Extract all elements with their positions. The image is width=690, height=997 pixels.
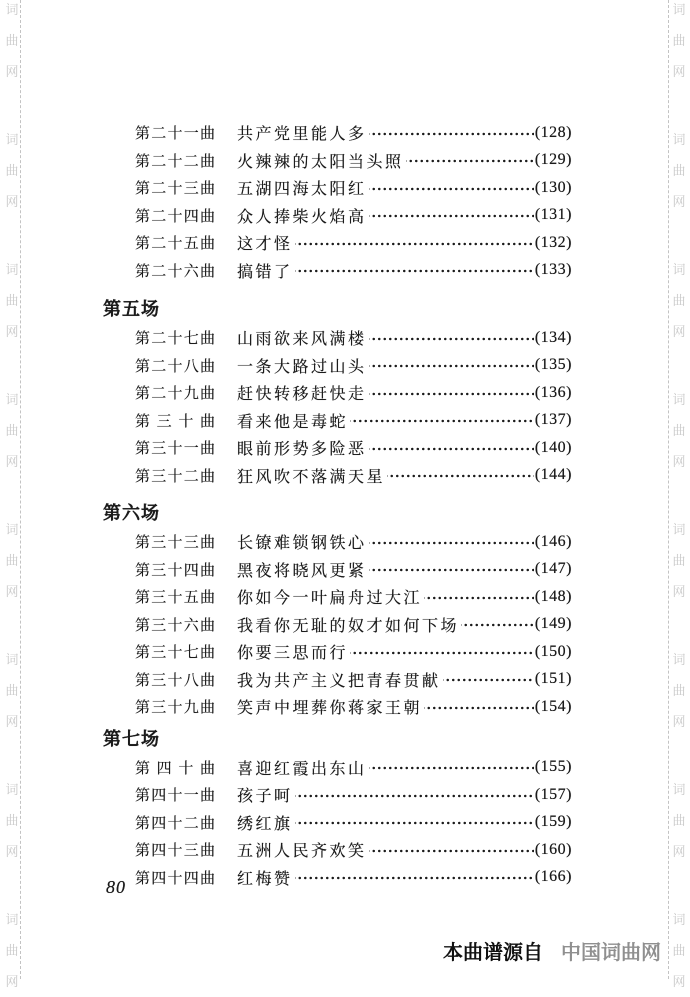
watermark-text: 词	[5, 2, 19, 17]
watermark-text: 网	[5, 64, 19, 79]
dot-leader	[369, 174, 534, 202]
toc-entry-title: 你如今一叶扁舟过大江	[237, 590, 423, 608]
toc-entry-page: (135)	[534, 356, 572, 374]
toc-entry-page: (157)	[534, 785, 572, 803]
toc-entry	[135, 666, 572, 694]
toc-entry-page: (151)	[534, 670, 572, 688]
toc-entry	[135, 119, 572, 147]
dot-leader	[295, 864, 534, 892]
toc-entry	[135, 754, 572, 782]
toc	[0, 119, 690, 891]
watermark-text: 网	[672, 974, 686, 989]
watermark-text: 曲	[5, 163, 19, 178]
toc-entry-title: 看来他是毒蛇	[237, 413, 349, 431]
toc-entry-page: (133)	[534, 261, 572, 279]
dot-leader	[369, 119, 534, 147]
toc-section-heading: 第五场	[103, 299, 160, 319]
toc-entry	[135, 174, 572, 202]
dot-leader	[406, 147, 534, 175]
dot-leader	[369, 556, 534, 584]
toc-entry-title: 山雨欲来风满楼	[237, 331, 367, 349]
toc-entry-label: 第 三 十 曲	[135, 413, 215, 430]
toc-entry-title: 众人捧柴火焰高	[237, 208, 367, 226]
toc-entry-label: 第三十二曲	[135, 468, 215, 485]
toc-entry-page: (148)	[534, 587, 572, 605]
toc-entry-label: 第三十一曲	[135, 441, 215, 458]
watermark-text: 曲	[672, 33, 686, 48]
toc-entry	[135, 836, 572, 864]
watermark-text: 词	[672, 2, 686, 17]
watermark-group	[3, 0, 21, 87]
toc-entry-title: 搞错了	[237, 263, 293, 281]
toc-entry	[135, 693, 572, 721]
toc-entry-page: (144)	[534, 466, 572, 484]
watermark-text: 词	[672, 912, 686, 927]
toc-entry-title: 长镣难锁钢铁心	[237, 535, 367, 553]
toc-entry-title: 笑声中埋葬你蒋家王朝	[237, 700, 423, 718]
toc-entry-title: 火辣辣的太阳当头照	[237, 153, 404, 171]
toc-entry-title: 五洲人民齐欢笑	[237, 843, 367, 861]
dot-leader	[424, 693, 534, 721]
toc-entry	[135, 407, 572, 435]
toc-entry-page: (146)	[534, 532, 572, 550]
toc-section	[0, 726, 690, 892]
dot-leader	[387, 462, 534, 490]
toc-entry	[135, 379, 572, 407]
watermark-text: 词	[5, 392, 19, 407]
toc-entry	[135, 229, 572, 257]
toc-section	[0, 119, 690, 284]
toc-entry	[135, 864, 572, 892]
watermark-text: 曲	[672, 813, 686, 828]
toc-entry-label: 第四十二曲	[135, 815, 215, 832]
watermark-text: 词	[672, 132, 686, 147]
watermark-group	[670, 0, 688, 87]
watermark-text: 网	[5, 454, 19, 469]
footer-source-line	[443, 936, 661, 965]
watermark-text: 网	[672, 584, 686, 599]
toc-entry-label: 第四十四曲	[135, 870, 215, 887]
watermark-text: 曲	[5, 813, 19, 828]
watermark-text: 曲	[5, 33, 19, 48]
toc-entry-title: 喜迎红霞出东山	[237, 760, 367, 778]
toc-entry-label: 第四十三曲	[135, 843, 215, 860]
watermark-text: 曲	[672, 163, 686, 178]
toc-entry	[135, 257, 572, 285]
toc-entry-title: 这才怪	[237, 236, 293, 254]
toc-entry	[135, 556, 572, 584]
toc-entry-title: 你要三思而行	[237, 645, 349, 663]
watermark-text: 词	[5, 782, 19, 797]
toc-entry-label: 第三十四曲	[135, 562, 215, 579]
toc-entry-label: 第二十七曲	[135, 331, 215, 348]
toc-entry	[135, 781, 572, 809]
toc-entry	[135, 324, 572, 352]
toc-entry-title: 绣红旗	[237, 815, 293, 833]
toc-entry-title: 黑夜将晓风更紧	[237, 562, 367, 580]
toc-entry-label: 第 四 十 曲	[135, 760, 215, 777]
dot-leader	[369, 379, 534, 407]
watermark-text: 词	[672, 392, 686, 407]
toc-entry-page: (137)	[534, 411, 572, 429]
footer-source-prefix: 本曲谱源自	[443, 942, 543, 964]
toc-entry-title: 共产党里能人多	[237, 126, 367, 144]
toc-entry-label: 第三十七曲	[135, 645, 215, 662]
watermark-text: 曲	[672, 293, 686, 308]
dot-leader	[295, 781, 534, 809]
watermark-text: 网	[672, 64, 686, 79]
dot-leader	[369, 434, 534, 462]
page-number: 80	[106, 877, 126, 897]
toc-entry	[135, 352, 572, 380]
watermark-text: 网	[5, 584, 19, 599]
dot-leader	[295, 809, 534, 837]
toc-entry	[135, 809, 572, 837]
toc-entry-page: (159)	[534, 813, 572, 831]
watermark-group	[670, 904, 688, 997]
toc-entry-label: 第四十一曲	[135, 788, 215, 805]
watermark-text: 曲	[5, 423, 19, 438]
dot-leader	[369, 352, 534, 380]
dot-leader	[443, 666, 534, 694]
toc-entry-label: 第二十六曲	[135, 263, 215, 280]
toc-entry-title: 我为共产主义把青春贯献	[237, 672, 441, 690]
toc-entry-page: (140)	[534, 438, 572, 456]
toc-entry-page: (150)	[534, 642, 572, 660]
watermark-text: 词	[672, 652, 686, 667]
toc-entry-title: 我看你无耻的奴才如何下场	[237, 617, 460, 635]
watermark-text: 词	[672, 782, 686, 797]
watermark-text: 网	[5, 844, 19, 859]
toc-entry-label: 第二十二曲	[135, 153, 215, 170]
toc-entry-label: 第二十八曲	[135, 358, 215, 375]
dot-leader	[295, 257, 534, 285]
toc-entry-page: (131)	[534, 206, 572, 224]
watermark-text: 词	[5, 522, 19, 537]
toc-entry-page: (155)	[534, 758, 572, 776]
toc-entry-page: (130)	[534, 178, 572, 196]
dot-leader	[369, 324, 534, 352]
toc-entry	[135, 202, 572, 230]
watermark-text: 网	[672, 194, 686, 209]
toc-entry-page: (132)	[534, 233, 572, 251]
toc-entry-label: 第二十三曲	[135, 181, 215, 198]
toc-entry-label: 第三十六曲	[135, 617, 215, 634]
toc-entry-title: 一条大路过山头	[237, 358, 367, 376]
toc-entry-label: 第三十三曲	[135, 535, 215, 552]
toc-section-heading: 第六场	[103, 503, 160, 523]
toc-entry-label: 第三十八曲	[135, 672, 215, 689]
toc-section	[0, 500, 690, 721]
watermark-text: 网	[672, 844, 686, 859]
toc-entry-page: (166)	[534, 868, 572, 886]
toc-entry-page: (154)	[534, 697, 572, 715]
watermark-text: 网	[672, 454, 686, 469]
toc-entry-label: 第二十一曲	[135, 126, 215, 143]
watermark-text: 曲	[672, 683, 686, 698]
watermark-text: 网	[672, 714, 686, 729]
toc-entry-page: (129)	[534, 151, 572, 169]
toc-entry-title: 狂风吹不落满天星	[237, 468, 386, 486]
toc-entry	[135, 611, 572, 639]
watermark-text: 曲	[5, 553, 19, 568]
toc-section	[0, 296, 690, 489]
toc-entry-page: (160)	[534, 840, 572, 858]
footer-source-site: 中国词曲网	[561, 942, 661, 964]
watermark-text: 曲	[672, 553, 686, 568]
watermark-text: 词	[5, 262, 19, 277]
toc-entry-title: 红梅赞	[237, 870, 293, 888]
watermark-text: 曲	[672, 423, 686, 438]
toc-entry-page: (134)	[534, 328, 572, 346]
toc-entry-label: 第二十四曲	[135, 208, 215, 225]
watermark-text: 网	[5, 194, 19, 209]
toc-entry-page: (136)	[534, 383, 572, 401]
toc-entry	[135, 434, 572, 462]
dot-leader	[369, 836, 534, 864]
watermark-text: 词	[5, 652, 19, 667]
watermark-text: 网	[5, 714, 19, 729]
toc-entry-title: 孩子呵	[237, 788, 293, 806]
toc-entry-page: (149)	[534, 615, 572, 633]
dot-leader	[295, 229, 534, 257]
watermark-text: 词	[5, 912, 19, 927]
watermark-text: 词	[672, 522, 686, 537]
watermark-text: 曲	[5, 683, 19, 698]
toc-entry-label: 第三十五曲	[135, 590, 215, 607]
watermark-text: 词	[672, 262, 686, 277]
watermark-text: 曲	[672, 943, 686, 958]
dot-leader	[350, 638, 534, 666]
toc-entry	[135, 638, 572, 666]
watermark-text: 网	[672, 324, 686, 339]
toc-entry-label: 第二十九曲	[135, 386, 215, 403]
watermark-text: 词	[5, 132, 19, 147]
dot-leader	[461, 611, 534, 639]
toc-section-heading: 第七场	[103, 728, 160, 749]
toc-entry-title: 五湖四海太阳红	[237, 181, 367, 199]
toc-entry	[135, 147, 572, 175]
watermark-text: 网	[5, 324, 19, 339]
toc-entry-title: 赶快转移赶快走	[237, 386, 367, 404]
watermark-group	[3, 904, 21, 997]
dot-leader	[350, 407, 534, 435]
dot-leader	[369, 528, 534, 556]
dot-leader	[369, 202, 534, 230]
dot-leader	[369, 754, 534, 782]
watermark-text: 曲	[5, 943, 19, 958]
watermark-text: 网	[5, 974, 19, 989]
dot-leader	[424, 583, 534, 611]
toc-entry	[135, 462, 572, 490]
watermark-text: 曲	[5, 293, 19, 308]
toc-entry	[135, 528, 572, 556]
toc-entry-page: (128)	[534, 123, 572, 141]
toc-entry-title: 眼前形势多险恶	[237, 441, 367, 459]
toc-entry-label: 第三十九曲	[135, 700, 215, 717]
toc-entry-page: (147)	[534, 560, 572, 578]
toc-entry	[135, 583, 572, 611]
toc-entry-label: 第二十五曲	[135, 236, 215, 253]
